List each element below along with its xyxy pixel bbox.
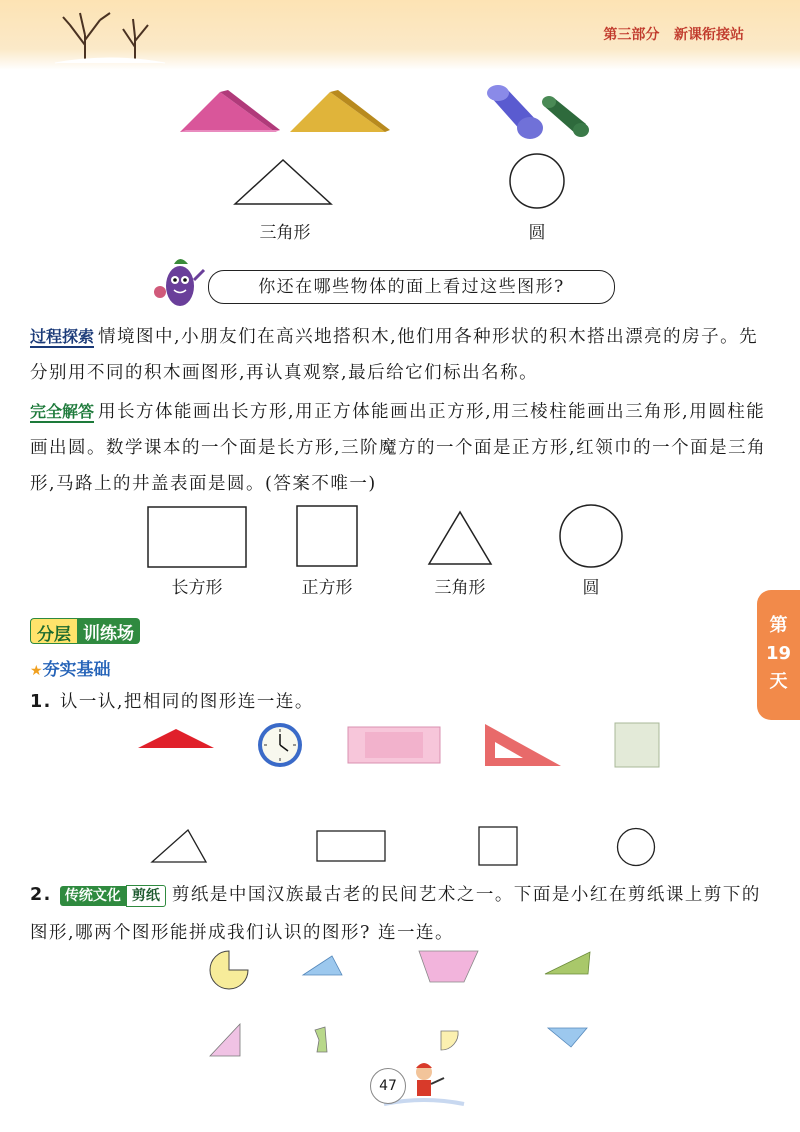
q1-number: 1.	[30, 692, 52, 712]
rectangle-shape	[147, 506, 247, 568]
process-paragraph	[30, 319, 770, 391]
page-number: 47	[370, 1068, 406, 1104]
answer-paragraph	[30, 394, 770, 502]
triangular-prism-pink	[180, 90, 280, 140]
label-circle-top: 圆	[528, 223, 546, 243]
cutout-pacman-yellow	[208, 950, 250, 990]
question-1	[30, 688, 314, 713]
answer-text: 用长方体能画出长方形,用正方体能画出正方形,用三棱柱能画出三角形,用圆柱能画出圆。数学课本的一个面是长方形,三阶魔方的一个面是正方形,红领巾的一个面是三角形,马路上的井盖表面是圆。(答案不唯一)	[30, 402, 767, 494]
tree-illustration	[55, 5, 165, 65]
cutout-strip-green	[313, 1026, 329, 1054]
triangle-shape	[427, 510, 493, 566]
sidetab-line3: 天	[769, 671, 788, 692]
red-scarf-triangle	[138, 728, 214, 750]
q2-tag-culture: 传统文化	[60, 886, 126, 906]
process-text: 情境图中,小朋友们在高兴地搭积木,他们用各种形状的积木搭出漂亮的房子。先分别用不同的积木画图形,再认真观察,最后给它们标出名称。	[30, 327, 759, 383]
question-2	[30, 876, 770, 952]
basics-label: 夯实基础	[42, 660, 111, 680]
q2-number: 2.	[30, 885, 52, 905]
cylinder-purple	[482, 88, 542, 143]
q1-text: 认一认,把相同的图形连一连。	[59, 692, 314, 712]
q2-text: 剪纸是中国汉族最古老的民间艺术之一。下面是小红在剪纸课上剪下的图形,哪两个图形能拼成我们认识的图形? 连一连。	[30, 885, 761, 943]
label-circle: 圆	[582, 578, 600, 598]
clock-icon	[256, 721, 304, 769]
cylinder-green	[540, 98, 590, 140]
day-side-tab	[757, 590, 800, 720]
process-tag: 过程探索	[30, 327, 95, 346]
match-square	[478, 826, 518, 866]
sidetab-line2: 19	[765, 643, 792, 664]
cutout-triangle-lightblue	[547, 1027, 589, 1049]
q2-tag-papercut: 剪纸	[126, 885, 166, 907]
star-icon: ★	[30, 663, 43, 679]
outline-triangle	[233, 158, 333, 206]
triangular-prism-yellow	[290, 90, 390, 140]
section-part2: 训练场	[77, 618, 140, 644]
label-square: 正方形	[301, 578, 353, 598]
eggplant-mascot-icon	[150, 250, 206, 310]
cutout-quarter-yellow	[440, 1030, 460, 1052]
sidetab-line1: 第	[769, 615, 788, 636]
cutout-triangle-green	[544, 950, 592, 976]
set-square-icon	[483, 722, 563, 768]
section-header	[30, 618, 140, 644]
label-triangle-top: 三角形	[259, 223, 311, 243]
outline-circle	[508, 152, 566, 210]
circle-shape	[558, 503, 624, 569]
question-bubble: 你还在哪些物体的面上看过这些图形?	[208, 270, 615, 304]
match-circle	[616, 827, 656, 867]
green-square-card	[614, 722, 660, 768]
cutout-trapezoid-pink	[418, 950, 480, 984]
match-triangle	[150, 828, 208, 864]
basics-heading	[30, 655, 111, 680]
match-rectangle	[316, 830, 386, 862]
square-shape	[296, 505, 358, 567]
label-triangle: 三角形	[434, 578, 486, 598]
answer-tag: 完全解答	[30, 402, 95, 421]
section-part1: 分层	[30, 618, 77, 644]
label-rect: 长方形	[171, 578, 223, 598]
cutout-triangle-pink	[208, 1022, 242, 1058]
cutout-triangle-blue	[302, 955, 344, 977]
header-watermark	[420, 28, 424, 42]
header-section: 第三部分 新课衔接站	[603, 27, 744, 43]
pink-rectangle-box	[347, 726, 441, 764]
